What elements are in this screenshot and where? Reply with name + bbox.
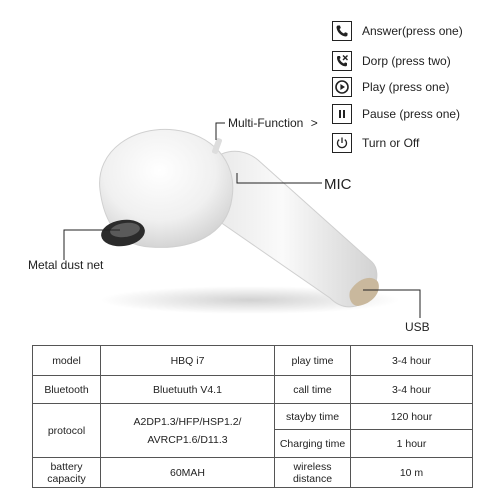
table-row	[33, 346, 473, 376]
function-label-play: Play (press one)	[362, 80, 450, 94]
spec-label-model: model	[33, 346, 101, 376]
phone-hangup-icon	[332, 51, 352, 71]
spec-value-charging-time: 1 hour	[351, 430, 473, 458]
phone-icon	[332, 21, 352, 41]
function-label-drop: Dorp (press two)	[362, 54, 451, 68]
function-row-answer	[332, 19, 463, 43]
spec-label-standby-time: stayby time	[275, 404, 351, 430]
spec-label-protocol: protocol	[33, 404, 101, 458]
function-label-power: Turn or Off	[362, 136, 420, 150]
table-row	[33, 404, 473, 430]
multi-function-label	[228, 116, 318, 130]
spec-value-call-time: 3-4 hour	[351, 376, 473, 404]
spec-label-play-time: play time	[275, 346, 351, 376]
function-row-power	[332, 131, 419, 155]
function-row-drop	[332, 49, 451, 73]
protocol-line-2: AVRCP1.6/D11.3	[147, 433, 228, 446]
pause-icon	[332, 104, 352, 124]
spec-table	[32, 345, 473, 488]
spec-label-call-time: call time	[275, 376, 351, 404]
spec-value-wireless-distance: 10 m	[351, 458, 473, 488]
function-label-pause: Pause (press one)	[362, 107, 461, 121]
multi-function-text: Multi-Function	[228, 116, 304, 130]
spec-label-battery: battery capacity	[33, 458, 101, 488]
table-row	[33, 458, 473, 488]
play-icon	[332, 77, 352, 97]
metal-dust-net-label: Metal dust net	[28, 258, 104, 272]
mic-label: MIC	[324, 176, 352, 193]
spec-value-battery: 60MAH	[101, 458, 275, 488]
usb-label: USB	[405, 320, 430, 334]
spec-label-bluetooth: Bluetooth	[33, 376, 101, 404]
spec-label-wireless-distance: wireless distance	[275, 458, 351, 488]
function-label-answer: Answer(press one)	[362, 24, 463, 38]
function-row-play	[332, 75, 449, 99]
table-row	[33, 376, 473, 404]
spec-value-bluetooth: Bluetuuth V4.1	[101, 376, 275, 404]
spec-value-model: HBQ i7	[101, 346, 275, 376]
multi-function-line	[216, 123, 225, 140]
spec-value-protocol	[101, 404, 275, 458]
spec-label-charging-time: Charging time	[275, 430, 351, 458]
power-icon	[332, 133, 352, 153]
spec-value-standby-time: 120 hour	[351, 404, 473, 430]
protocol-line-1: A2DP1.3/HFP/HSP1.2/	[133, 415, 242, 428]
spec-value-play-time: 3-4 hour	[351, 346, 473, 376]
function-row-pause	[332, 102, 460, 126]
chevron-right-icon: >	[310, 116, 318, 130]
